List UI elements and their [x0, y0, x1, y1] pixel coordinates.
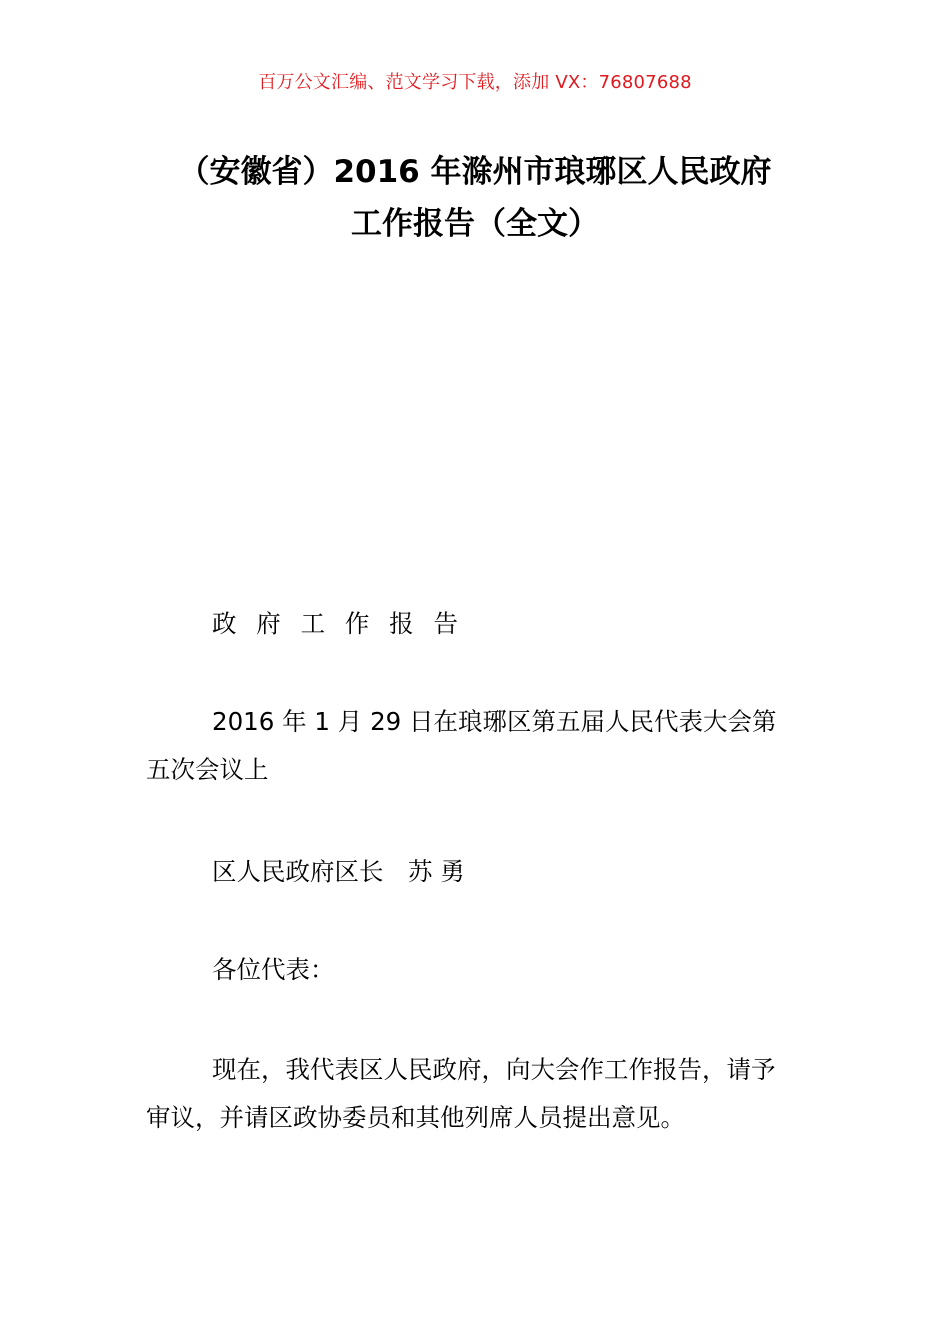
- meeting-date-line-1: 2016 年 1 月 29 日在琅琊区第五届人民代表大会第: [212, 707, 777, 736]
- opening-line-1: 现在，我代表区人民政府，向大会作工作报告，请予: [212, 1055, 776, 1084]
- meeting-date-paragraph: [146, 698, 810, 794]
- document-title: [0, 146, 950, 250]
- title-line-1: （安徽省）2016 年滁州市琅琊区人民政府: [178, 154, 772, 190]
- report-heading: 政 府 工 作 报 告: [212, 609, 464, 638]
- salutation: 各位代表：: [212, 955, 335, 984]
- opening-paragraph: [146, 1046, 810, 1142]
- title-line-2: 工作报告（全文）: [351, 206, 599, 242]
- opening-line-2: 审议，并请区政协委员和其他列席人员提出意见。: [146, 1103, 685, 1132]
- speaker-line: 区人民政府区长 苏 勇: [212, 857, 465, 886]
- meeting-date-line-2: 五次会议上: [146, 755, 269, 784]
- header-note: 百万公文汇编、范文学习下载，添加 VX：76807688: [258, 72, 692, 93]
